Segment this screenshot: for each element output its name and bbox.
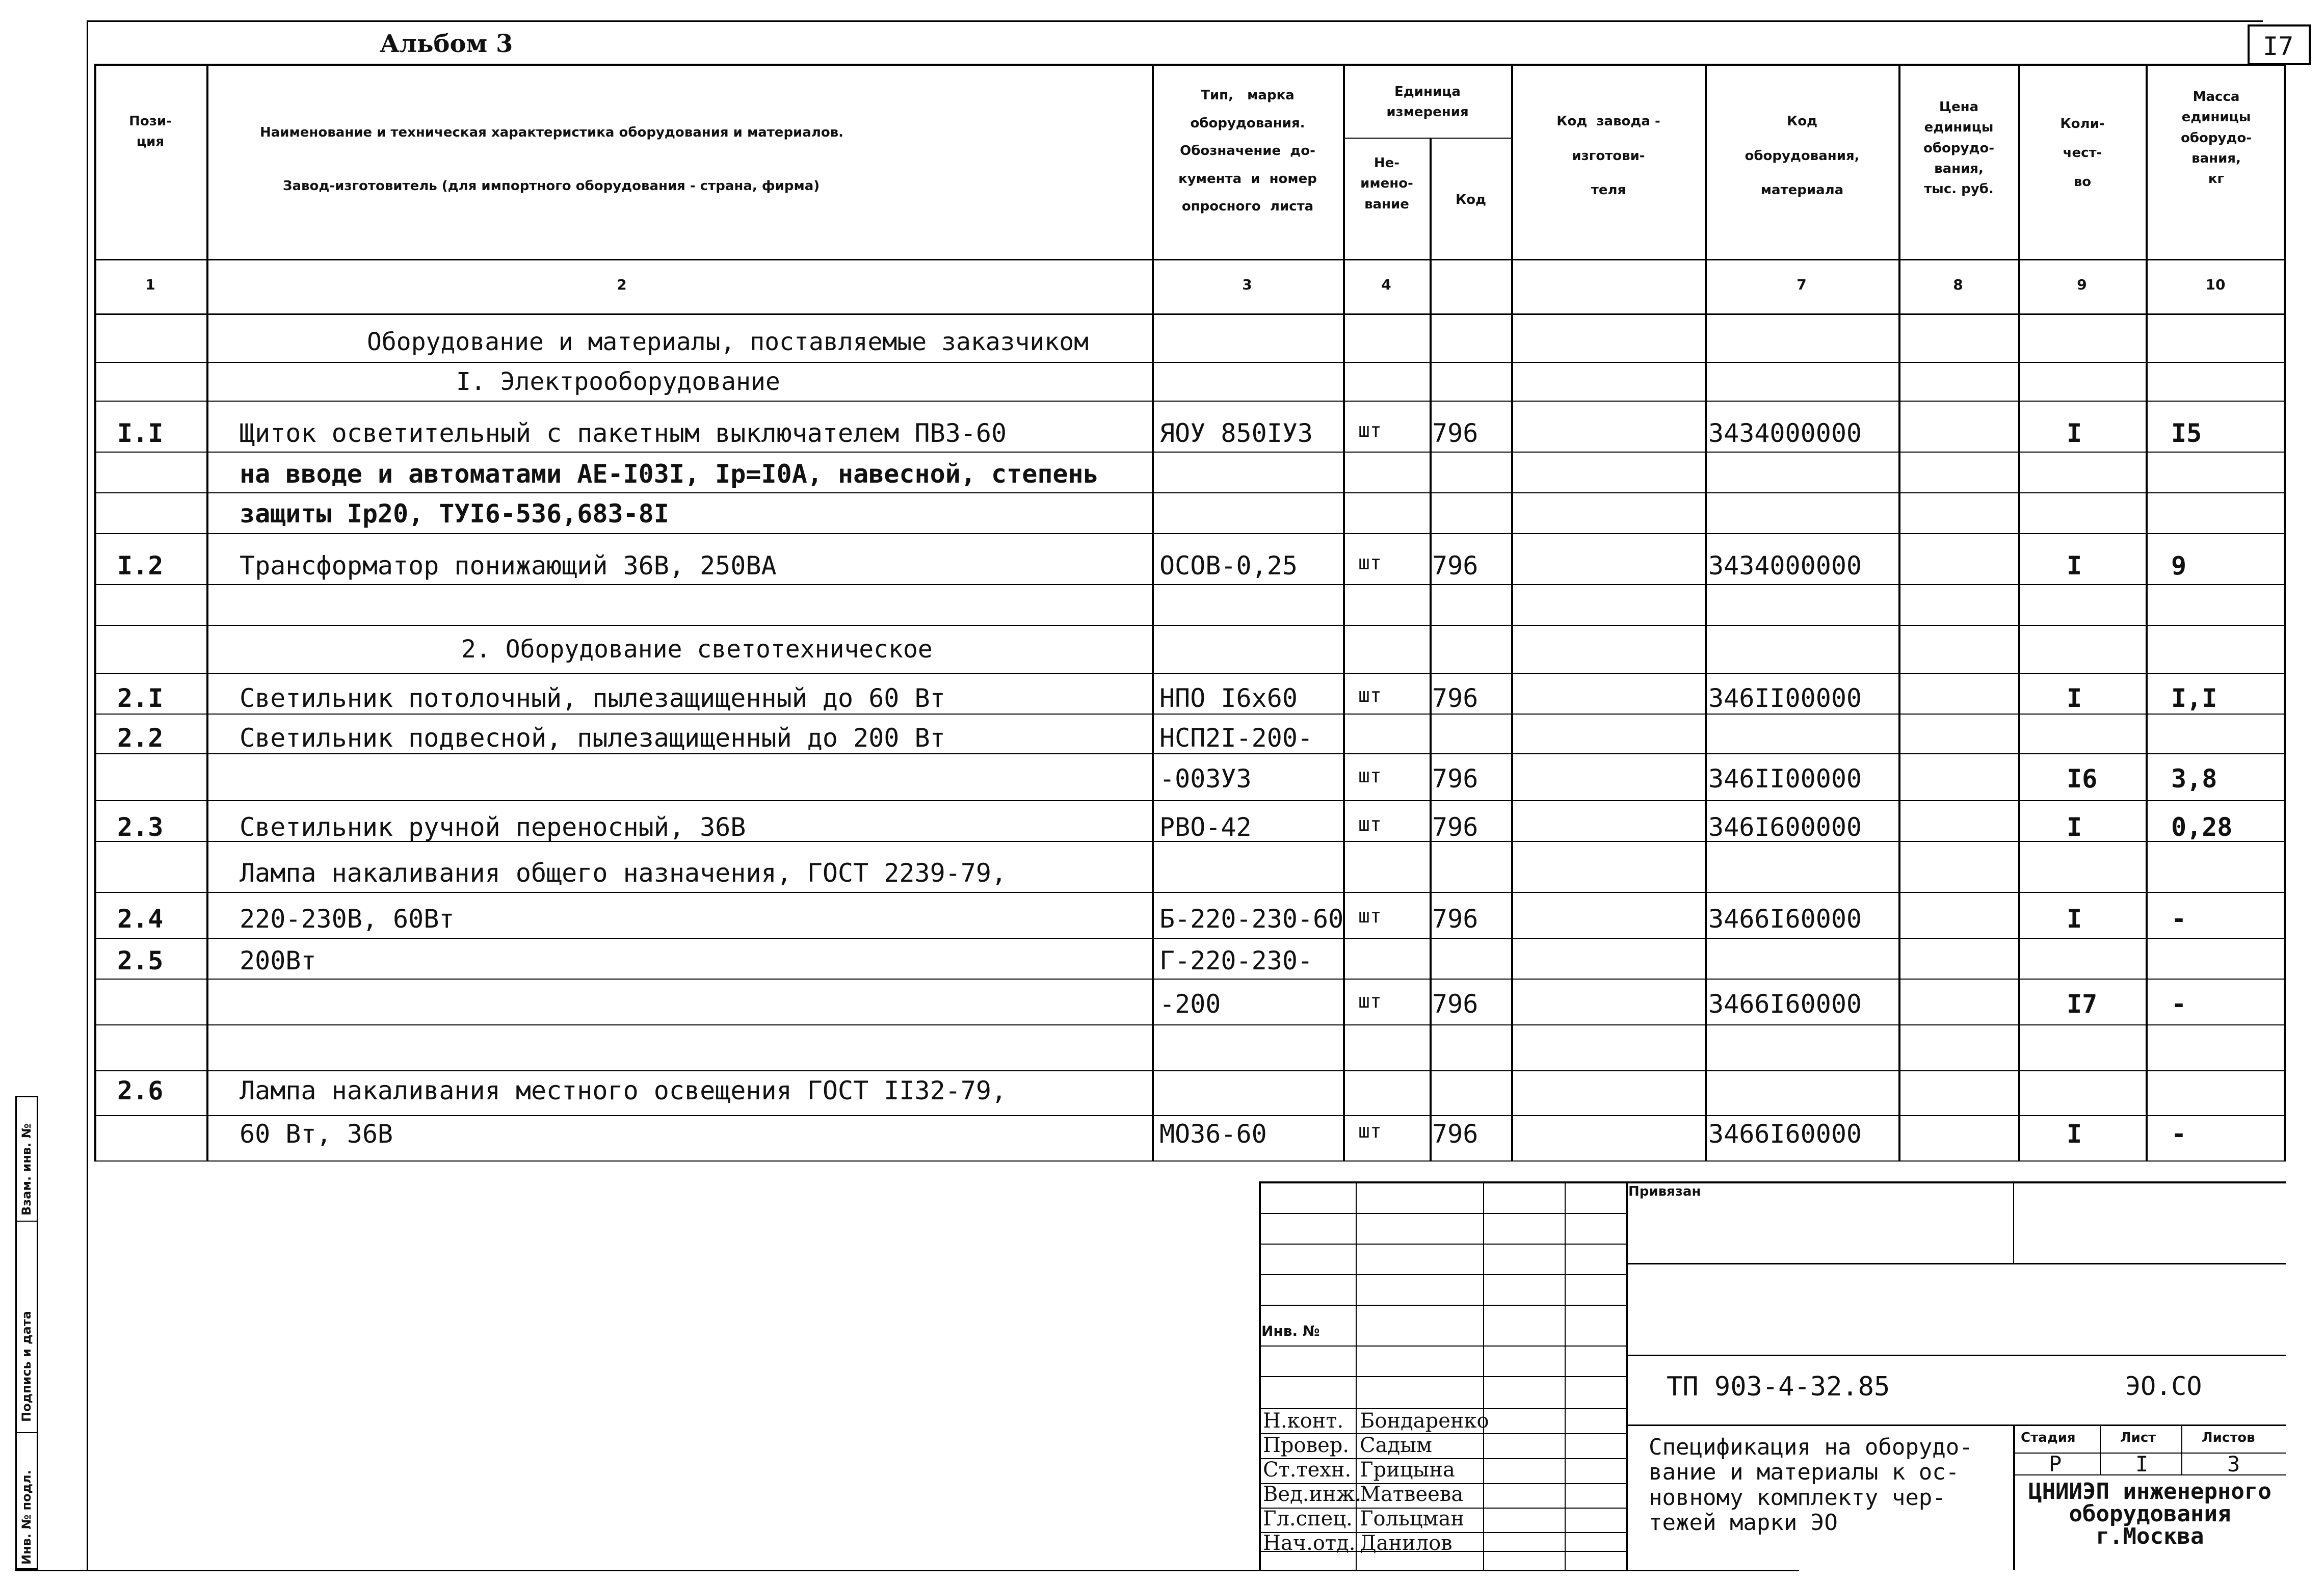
signer-name: Гольцман xyxy=(1360,1507,1465,1531)
bottom-border xyxy=(15,1570,1799,1571)
row-code: 796 xyxy=(1432,418,1478,448)
role-label: Провер. xyxy=(1263,1434,1350,1457)
row-unit: шт xyxy=(1358,905,1382,927)
row-code: 796 xyxy=(1432,1119,1478,1149)
column-number: 1 xyxy=(145,276,155,293)
sheet-label: Лист xyxy=(2120,1430,2156,1445)
row-unit: шт xyxy=(1358,1120,1382,1142)
row-pos: 2.3 xyxy=(117,812,164,842)
hdr-mass: Масса единицы оборудо- вания, кг xyxy=(2180,89,2252,187)
sheet-number-top: I7 xyxy=(2263,32,2294,61)
side-vzam-inv: Взам. инв. № xyxy=(19,1123,34,1216)
group1-title: I. Электрооборудование xyxy=(456,367,780,396)
row-mass: 0,28 xyxy=(2171,812,2233,842)
row-type: Г-220-230- xyxy=(1159,946,1313,975)
row-pos: 2.5 xyxy=(117,946,164,975)
row-type: -003УЗ xyxy=(1159,764,1252,794)
row-name: на вводе и автоматами АЕ-I03I, Iр=I0А, навесной, степень xyxy=(240,459,1099,489)
privyazan-label: Привязан xyxy=(1628,1184,1701,1199)
doc-number: ТП 903-4-32.85 xyxy=(1667,1371,1890,1402)
row-name: Светильник подвесной, пылезащищенный до 200 Вт xyxy=(240,723,945,753)
doc-description: Спецификация на оборудо- вание и материалы к ос- новному комплекту чер- тежей марки ЭО xyxy=(1649,1434,1973,1536)
row-name: 60 Вт, 36В xyxy=(240,1119,393,1149)
column-number: 3 xyxy=(1242,276,1252,293)
row-mat: 3466I60000 xyxy=(1708,904,1862,934)
row-code: 796 xyxy=(1432,989,1478,1019)
hdr-unit-code: Код xyxy=(1455,192,1487,207)
row-qty: I xyxy=(2067,904,2082,934)
colnum-rule xyxy=(94,313,2286,315)
row-unit: шт xyxy=(1358,684,1382,706)
row-mat: 346II00000 xyxy=(1708,764,1862,794)
sheets-value: 3 xyxy=(2227,1452,2240,1476)
role-label: Вед.инж. xyxy=(1263,1483,1362,1506)
row-type: МО36-60 xyxy=(1159,1119,1267,1149)
signer-name: Матвеева xyxy=(1360,1483,1464,1506)
row-qty: I xyxy=(2067,551,2082,581)
header-rule xyxy=(94,259,2286,260)
row-mass: - xyxy=(2171,1119,2187,1149)
row-name: 200Вт xyxy=(240,946,316,975)
side-inv-podl: Инв. № подл. xyxy=(19,1470,34,1565)
stage-value: Р xyxy=(2049,1452,2062,1476)
row-unit: шт xyxy=(1358,551,1382,574)
doc-mark: ЭО.СО xyxy=(2125,1371,2202,1401)
row-mass: 9 xyxy=(2171,551,2187,581)
hdr-position: Пози- ция xyxy=(129,114,172,150)
group2-title: 2. Оборудование светотехническое xyxy=(461,635,933,664)
row-pos: 2.I xyxy=(117,683,164,713)
signer-name: Садым xyxy=(1360,1434,1433,1457)
row-mat: 3466I60000 xyxy=(1708,1119,1862,1149)
row-name: Лампа накаливания общего назначения, ГОСТ 2239-79, xyxy=(240,858,1007,888)
row-type: ЯОУ 850IУЗ xyxy=(1159,418,1313,448)
row-name: 220-230В, 60Вт xyxy=(240,904,455,934)
row-name: защиты Ip20, ТУI6-536,683-8I xyxy=(240,499,669,529)
row-unit: шт xyxy=(1358,764,1382,787)
column-number: 10 xyxy=(2205,276,2226,293)
sheet-value: I xyxy=(2135,1452,2149,1476)
row-unit: шт xyxy=(1358,990,1382,1012)
row-name: Светильник потолочный, пылезащищенный до 60 Вт xyxy=(240,683,945,713)
column-number: 8 xyxy=(1953,276,1963,293)
role-label: Ст.техн. xyxy=(1263,1458,1352,1482)
signer-name: Данилов xyxy=(1360,1532,1452,1555)
row-code: 796 xyxy=(1432,812,1478,842)
row-qty: I6 xyxy=(2067,764,2098,794)
hdr-type: Тип, марка оборудования. Обозначение до- кумента и номер опросного листа xyxy=(1178,88,1317,215)
column-number: 9 xyxy=(2077,276,2087,293)
row-qty: I xyxy=(2067,683,2082,713)
hdr-maker-code: Код завода - изготови- теля xyxy=(1556,114,1660,198)
row-mass: - xyxy=(2171,904,2187,934)
row-type: НСП2I-200- xyxy=(1159,723,1313,753)
row-mass: 3,8 xyxy=(2171,764,2217,794)
hdr-price: Цена единицы оборудо- вания, тыс. руб. xyxy=(1923,99,1995,197)
signer-name: Грицына xyxy=(1360,1458,1455,1482)
stage-label: Стадия xyxy=(2021,1430,2076,1445)
row-type: ОСОВ-0,25 xyxy=(1159,551,1298,581)
row-name: Светильник ручной переносный, 36В xyxy=(240,812,746,842)
row-name: Лампа накаливания местного освещения ГОСТ II32-79, xyxy=(240,1076,1007,1105)
row-pos: I.I xyxy=(117,418,164,448)
row-mass: - xyxy=(2171,989,2187,1019)
row-name: Трансформатор понижающий 36В, 250ВА xyxy=(240,551,777,581)
hdr-quantity: Коли- чест- во xyxy=(2060,116,2105,190)
row-mass: I5 xyxy=(2171,418,2202,448)
signer-name: Бондаренко xyxy=(1360,1409,1489,1433)
row-code: 796 xyxy=(1432,764,1478,794)
row-qty: I xyxy=(2067,812,2082,842)
role-label: Гл.спец. xyxy=(1263,1507,1353,1531)
row-pos: I.2 xyxy=(117,551,164,581)
column-number: 4 xyxy=(1381,276,1391,293)
album-title: Альбом 3 xyxy=(380,30,513,58)
row-unit: шт xyxy=(1358,419,1382,441)
role-label: Нач.отд. xyxy=(1263,1532,1356,1555)
row-qty: I xyxy=(2067,1119,2082,1149)
inv-no-label: Инв. № xyxy=(1261,1323,1320,1339)
row-code: 796 xyxy=(1432,551,1478,581)
hdr-material-code: Код оборудования, материала xyxy=(1745,114,1860,198)
organization: ЦНИИЭП инженерного оборудования г.Москва xyxy=(2028,1479,2272,1549)
row-code: 796 xyxy=(1432,683,1478,713)
top-rule xyxy=(87,20,2263,22)
column-number: 7 xyxy=(1797,276,1807,293)
row-type: Б-220-230-60 xyxy=(1159,904,1344,934)
row-type: НПО I6х60 xyxy=(1159,683,1298,713)
row-type: РВО-42 xyxy=(1159,812,1252,842)
row-mat: 3466I60000 xyxy=(1708,989,1862,1019)
row-name: Щиток осветительный с пакетным выключателем ПВЗ-60 xyxy=(240,418,1007,448)
row-qty: I7 xyxy=(2067,989,2098,1019)
row-unit: шт xyxy=(1358,813,1382,835)
sheets-label: Листов xyxy=(2202,1430,2255,1445)
row-pos: 2.6 xyxy=(117,1076,164,1105)
row-mat: 3434000000 xyxy=(1708,551,1862,581)
hdr-unit-group: Единица измерения xyxy=(1386,84,1469,120)
hdr-unit-name: Не- имено- вание xyxy=(1360,155,1413,212)
role-label: Н.конт. xyxy=(1263,1409,1344,1433)
left-border xyxy=(87,20,88,1570)
row-code: 796 xyxy=(1432,904,1478,934)
section-title: Оборудование и материалы, поставляемые заказчиком xyxy=(367,328,1089,356)
side-podpis-data: Подпись и дата xyxy=(19,1311,34,1422)
row-type: -200 xyxy=(1159,989,1221,1019)
row-qty: I xyxy=(2067,418,2082,448)
row-mat: 346I600000 xyxy=(1708,812,1862,842)
row-mass: I,I xyxy=(2171,683,2217,713)
hdr-name-line2: Завод-изготовитель (для импортного оборудования - страна, фирма) xyxy=(283,178,820,194)
hdr-name-line1: Наименование и техническая характеристика оборудования и материалов. xyxy=(260,125,844,140)
row-pos: 2.2 xyxy=(117,723,164,753)
column-number: 2 xyxy=(617,276,627,293)
row-pos: 2.4 xyxy=(117,904,164,934)
row-mat: 346II00000 xyxy=(1708,683,1862,713)
row-mat: 3434000000 xyxy=(1708,418,1862,448)
